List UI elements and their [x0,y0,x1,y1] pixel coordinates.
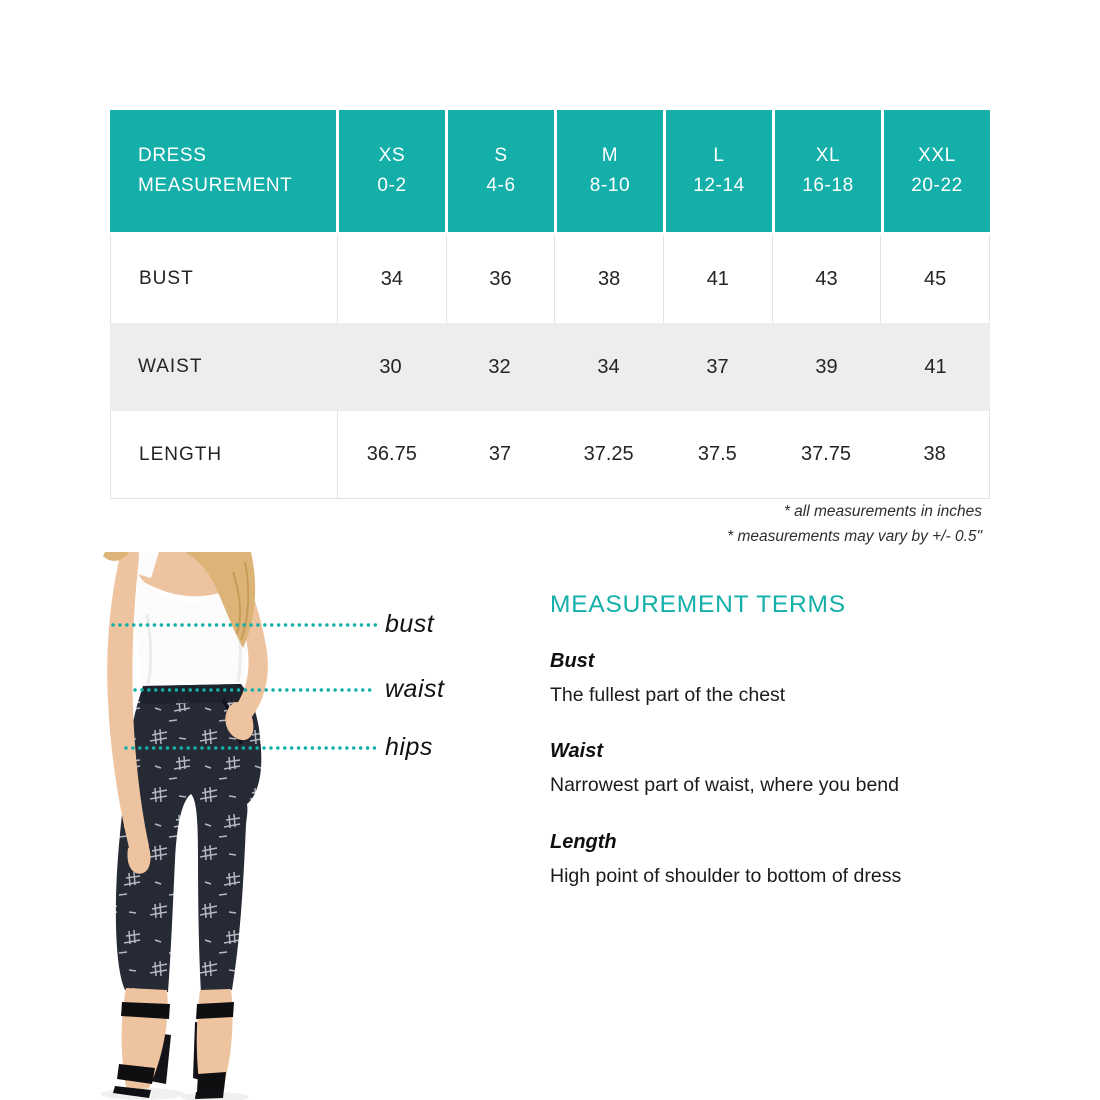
cell-waist-m: 34 [597,355,620,378]
right-sandal [193,989,234,1099]
row-label-bust: BUST [139,268,194,289]
size-range: 12-14 [693,175,745,196]
cell-waist-l: 37 [706,355,729,378]
table-row-length [110,411,990,499]
hips-line-label: hips [385,732,433,761]
cell-length-xs: 36.75 [337,411,446,498]
size-range: 20-22 [911,175,963,196]
size-name: XXL [918,145,956,166]
corner-label-line1: DRESS [138,145,207,166]
left-sandal [113,988,171,1098]
size-name: L [713,145,725,166]
footnote-units: * all measurements in inches [783,503,982,520]
cell-length-m: 37.25 [583,443,634,465]
term-waist [550,740,1020,799]
header-cell-l [663,110,772,235]
term-length [550,831,1020,890]
term-name-bust: Bust [550,650,595,672]
cell-bust-xs: 34 [337,235,446,323]
cell-waist-xs: 30 [379,355,402,378]
term-bust [550,650,1020,709]
cell-length-xl: 37.75 [800,443,852,465]
waist-line-label: waist [385,674,445,703]
term-name-length: Length [550,830,617,853]
size-range: 8-10 [589,175,631,196]
footnotes [110,499,982,549]
size-chart-table [110,110,990,499]
header-cell-xs [336,110,445,235]
size-range: 4-6 [486,175,516,196]
cell-waist-xxl: 41 [924,355,947,378]
size-range: 0-2 [377,175,407,196]
term-def-bust: The fullest part of the chest [550,684,786,706]
cell-length-s: 37 [488,443,512,465]
size-chart-header-row [110,110,990,235]
terms-title: MEASUREMENT TERMS [550,591,846,618]
header-cell-xl [772,110,881,235]
cell-bust-m: 38 [554,235,663,323]
model-photo [95,552,395,1100]
cell-waist-s: 32 [488,355,511,378]
cell-bust-xxl: 45 [880,235,989,323]
header-cell-xxl [881,110,990,235]
size-name: XL [815,145,841,166]
footnote-tolerance: * measurements may vary by +/- 0.5" [727,528,982,545]
measurement-terms-section [550,591,1020,890]
size-name: M [601,145,619,166]
table-row-bust [110,235,990,323]
cell-length-xxl: 38 [923,443,946,465]
cell-waist-xl: 39 [815,355,838,378]
term-def-waist: Narrowest part of waist, where you bend [550,774,900,797]
header-cell-m [554,110,663,235]
row-label-length: LENGTH [139,443,223,465]
cell-length-l: 37.5 [697,443,737,465]
size-name: XS [378,145,406,166]
cell-bust-l: 41 [663,235,772,323]
term-name-waist: Waist [550,740,603,763]
pants-waistband [141,684,247,704]
row-label-waist: WAIST [138,356,203,377]
header-cell-s [445,110,554,235]
size-range: 16-18 [802,175,854,196]
corner-label-line2: MEASUREMENT [138,175,293,196]
size-name: S [494,145,508,166]
cell-bust-xl: 43 [772,235,881,323]
table-row-waist [110,323,990,411]
header-cell-dress-measurement [110,110,336,235]
term-def-length: High point of shoulder to bottom of dress [550,864,902,887]
bust-line-label: bust [385,609,435,638]
cell-bust-s: 36 [446,235,555,323]
